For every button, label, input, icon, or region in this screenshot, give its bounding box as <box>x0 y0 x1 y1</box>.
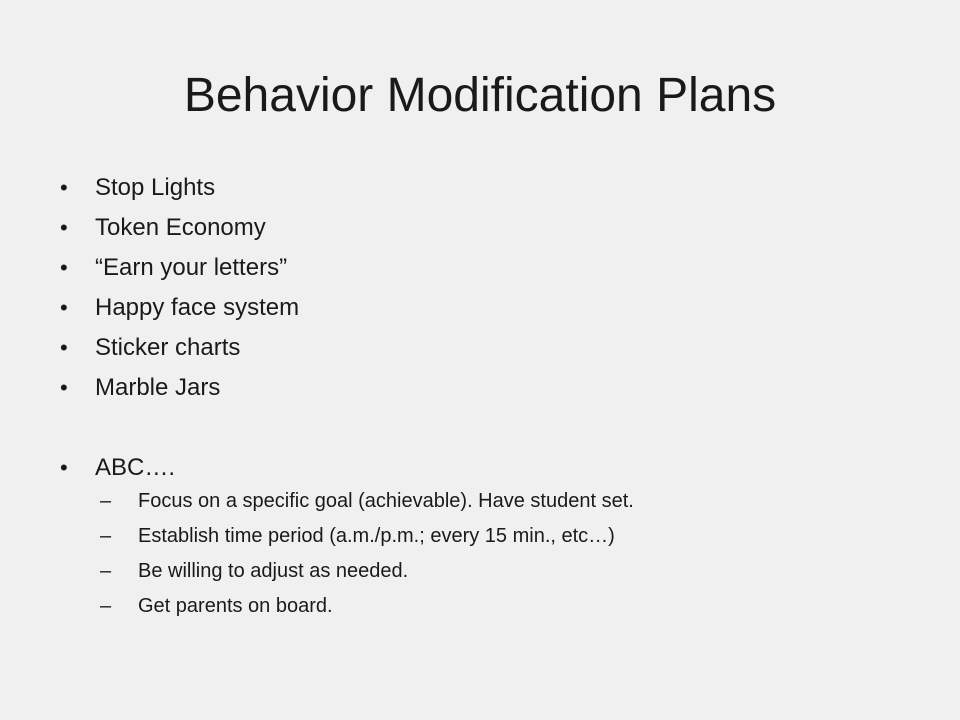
dash-icon: – <box>100 490 112 512</box>
bullet-dot-icon: • <box>60 455 68 480</box>
sub-bullet-item <box>100 519 634 554</box>
bullet-text: “Earn your letters” <box>95 254 288 281</box>
bullet-text: Token Economy <box>95 214 266 241</box>
bullet-dot-icon: • <box>60 215 68 240</box>
sub-bullet-text: Get parents on board. <box>138 595 333 617</box>
sub-bullet-text: Be willing to adjust as needed. <box>138 560 409 582</box>
bullet-dot-icon: • <box>60 175 68 200</box>
bullet-text: Sticker charts <box>95 334 241 361</box>
sub-bullet-list <box>100 484 634 624</box>
bullet-item <box>60 328 299 368</box>
bullet-dot-icon: • <box>60 295 68 320</box>
bullet-text: ABC…. <box>95 454 176 481</box>
bullet-item <box>60 368 299 408</box>
bullet-item <box>60 168 299 208</box>
dash-icon: – <box>100 560 112 582</box>
bullet-dot-icon: • <box>60 255 68 280</box>
slide-title: Behavior Modification Plans <box>183 69 777 122</box>
bullet-text: Marble Jars <box>95 374 221 401</box>
sub-bullet-item <box>100 484 634 519</box>
bullet-dot-icon: • <box>60 335 68 360</box>
sub-bullet-text: Establish time period (a.m./p.m.; every 15 min., etc…) <box>138 525 615 547</box>
sub-bullet-item <box>100 554 634 589</box>
bullet-item <box>60 288 299 328</box>
dash-icon: – <box>100 525 112 547</box>
bullet-dot-icon: • <box>60 375 68 400</box>
bullet-text: Stop Lights <box>95 174 216 201</box>
bullet-text: Happy face system <box>95 294 300 321</box>
sub-bullet-text: Focus on a specific goal (achievable). Have student set. <box>138 490 634 512</box>
bullet-item <box>60 208 299 248</box>
bullet-item-abc <box>60 448 299 488</box>
bullet-list <box>60 168 299 488</box>
sub-bullet-item <box>100 589 634 624</box>
bullet-item <box>60 248 299 288</box>
dash-icon: – <box>100 595 112 617</box>
